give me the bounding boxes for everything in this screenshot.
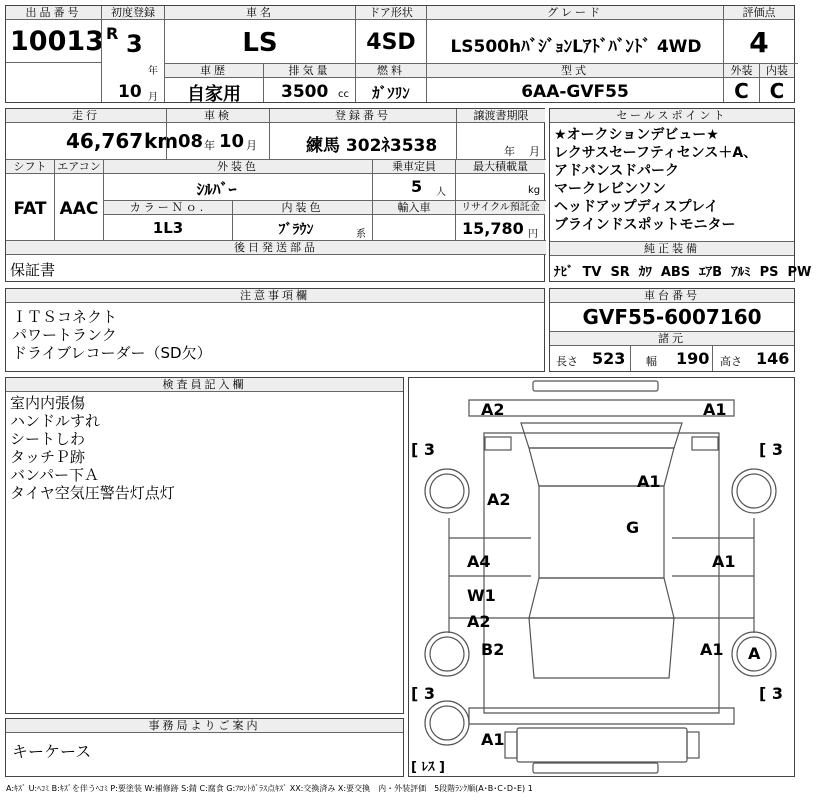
tire-rear-right: [ 3 [759, 684, 784, 703]
mark-front-right: A1 [703, 400, 727, 419]
displacement-header: 排気量 [264, 64, 355, 78]
inspection-month: 10 [219, 131, 245, 152]
lot-no-header: 出品番号 [6, 6, 101, 20]
inspection-month-unit: 月 [246, 139, 257, 152]
width-label: 幅 [646, 355, 657, 368]
mileage: 46,767 [66, 129, 144, 153]
notes-lines [12, 308, 212, 362]
sales-lines [554, 126, 757, 234]
fuel: ｶﾞｿﾘﾝ [372, 84, 410, 102]
sales-header: セールスポイント [550, 109, 794, 123]
chassis-header: 車台番号 [550, 289, 794, 303]
displacement-unit: cc [338, 89, 349, 100]
office-header: 事務局よりご案内 [6, 719, 403, 733]
recycle: 15,780 [462, 219, 524, 238]
later-header: 後日発送部品 [6, 241, 546, 255]
int-color-header: 内装色 [233, 201, 372, 215]
sales-line: レクサスセーフティセンス＋A、 [554, 145, 758, 161]
legend: A:ｷｽﾞ U:ﾍｺﾐ B:ｷｽﾞを伴うﾍｺﾐ P:要塗装 W:補修跡 S:錆 C:腐食 G:ﾌﾛﾝﾄｶﾞﾗｽ点ｷｽﾞ XX:交換済み X:要交換 内・外装評価 5段階ﾗﾝｸ順(A･B･C･D･E) 1 [6, 784, 533, 793]
capacity: 5 [411, 177, 423, 196]
inspector-line: タッチＰ跡 [10, 448, 86, 466]
equipment-item: ｶﾜ [638, 265, 652, 280]
inspection-year: 08 [178, 131, 204, 152]
mark-right-rear-fender: A1 [700, 640, 724, 659]
grade: LS500hﾊﾞｼﾞｮﾝLｱﾄﾞﾊﾞﾝﾄﾞ 4WD [450, 37, 702, 57]
first-reg-year: 3 [126, 30, 143, 58]
chassis-no: GVF55-6007160 [582, 305, 762, 329]
ac-header: エアコン [55, 160, 103, 174]
history: 自家用 [187, 84, 241, 105]
sales-line: ヘッドアップディスプレイ [554, 199, 719, 215]
import-header: 輸入車 [373, 201, 455, 215]
top-info-box [5, 5, 795, 103]
door-header: ドア形状 [356, 6, 426, 20]
mileage-unit: km [144, 129, 179, 153]
car-name: LS [242, 28, 278, 58]
recycle-unit: 円 [528, 229, 538, 240]
mark-left-front-fender: A2 [487, 490, 511, 509]
displacement: 3500 [281, 82, 329, 102]
width: 190 [676, 349, 710, 368]
height-label: 高さ [720, 355, 742, 368]
equipment-item: ABS [660, 265, 691, 280]
car-outline [409, 378, 794, 776]
mark-left-front-door: A4 [467, 552, 491, 571]
color-no: 1L3 [152, 219, 184, 237]
vehicle-details-box [5, 108, 545, 282]
fuel-header: 燃料 [356, 64, 426, 78]
max-load-header: 最大積載量 [456, 160, 545, 174]
color-no-header: カラーＮｏ. [104, 201, 232, 215]
max-load-unit: kg [528, 185, 541, 196]
mark-left-rear-fender: B2 [481, 640, 505, 659]
note-line: ＩＴＳコネクト [12, 308, 118, 326]
equipment-item: PS [759, 265, 779, 280]
length: 523 [592, 349, 626, 368]
int-color: ﾌﾞﾗｳﾝ [278, 222, 314, 238]
sales-line: ★オークションデビュー★ [554, 127, 719, 143]
mark-hood: A1 [637, 472, 661, 491]
score-header: 評価点 [724, 6, 794, 20]
reg-no-header: 登録番号 [270, 109, 456, 123]
mark-left-rear-door: A2 [467, 612, 491, 631]
shift-header: シフト [6, 160, 54, 174]
reg-no: 練馬 302ﾈ3538 [306, 136, 438, 156]
inspection-year-unit: 年 [204, 139, 215, 152]
first-reg-month-unit: 月 [148, 92, 158, 103]
notes-box [5, 288, 545, 372]
transfer-year-unit: 年 [504, 145, 515, 158]
mark-right-front-door: A1 [712, 552, 736, 571]
score: 4 [749, 26, 769, 59]
int-color-unit: 系 [356, 229, 366, 240]
equipment-item: ｱﾙﾐ [731, 265, 751, 280]
inspection-header: 車検 [167, 109, 269, 123]
model: 6AA-GVF55 [521, 82, 629, 102]
capacity-header: 乗車定員 [373, 160, 455, 174]
transfer-month-unit: 月 [529, 145, 540, 158]
sales-points-box [549, 108, 812, 282]
sales-line: アドバンスドパーク [554, 163, 680, 179]
length-label: 長さ [556, 355, 578, 368]
notes-header: 注意事項欄 [6, 289, 544, 303]
inspector-lines [10, 394, 175, 502]
chassis-box [549, 288, 795, 372]
inspector-line: シートしわ [10, 430, 86, 448]
int-grade: C [769, 79, 785, 103]
note-line: ドライブレコーダー（SD欠） [12, 344, 212, 362]
lot-no: 10013 [10, 26, 104, 57]
office-text: キーケース [12, 742, 92, 761]
shift: FAT [13, 199, 47, 219]
int-header: 内装 [760, 64, 794, 78]
spec-header: 諸元 [550, 331, 794, 346]
tire-front-right: [ 3 [759, 440, 784, 459]
equipment-item: SR [610, 265, 630, 280]
mark-roof: G [626, 518, 640, 537]
tire-rear-left: [ 3 [411, 684, 436, 703]
mark-left-window: W1 [467, 586, 496, 605]
inspector-line: ハンドルすれ [10, 412, 101, 430]
ext-color-header: 外装色 [104, 160, 372, 174]
inspector-line: 室内内張傷 [10, 394, 86, 412]
first-reg-year-unit: 年 [148, 66, 158, 77]
later: 保証書 [10, 261, 56, 279]
mark-rear: A1 [481, 730, 505, 749]
grade-header: グレード [427, 6, 723, 20]
mark-right-rear-wheel: A [748, 644, 761, 663]
office-box [5, 718, 404, 777]
mileage-header: 走行 [6, 109, 166, 123]
transfer-header: 譲渡書期限 [457, 109, 545, 123]
model-header: 型式 [427, 64, 723, 78]
car-diagram [408, 377, 795, 777]
inspector-line: タイヤ空気圧警告灯点灯 [10, 484, 175, 502]
era: R [106, 24, 119, 43]
sales-line: ブラインドスポットモニター [554, 217, 736, 233]
equipment-item: TV [582, 265, 602, 280]
inspector-header: 検査員記入欄 [6, 378, 403, 392]
door-type: 4SD [366, 30, 416, 55]
equipment-item: ﾅﾋﾞ [554, 265, 574, 280]
ac: AAC [59, 199, 99, 219]
height: 146 [756, 349, 790, 368]
mark-front-left: A2 [481, 400, 505, 419]
tire-spare: [ ﾚｽ ] [411, 760, 445, 775]
ext-grade: C [734, 79, 749, 103]
note-line: パワートランク [12, 326, 117, 344]
sales-line: マークレビンソン [554, 181, 666, 197]
equipment-header: 純正装備 [550, 242, 794, 256]
tire-front-left: [ 3 [411, 440, 436, 459]
inspector-box [5, 377, 404, 714]
car-name-header: 車名 [165, 6, 355, 20]
history-header: 車歴 [165, 64, 263, 78]
equipment-item: ｴｱB [699, 265, 723, 280]
ext-color: ｼﾙﾊﾞｰ [196, 180, 237, 199]
first-reg-header: 初度登録 [102, 6, 164, 20]
ext-header: 外装 [724, 64, 759, 78]
capacity-unit: 人 [436, 187, 446, 198]
recycle-header: リサイクル預託金 [456, 201, 545, 215]
equipment-item: PW [787, 265, 812, 280]
inspector-line: バンパー下Ａ [10, 466, 99, 484]
first-reg-month: 10 [118, 82, 142, 102]
equipment-list [554, 261, 820, 280]
